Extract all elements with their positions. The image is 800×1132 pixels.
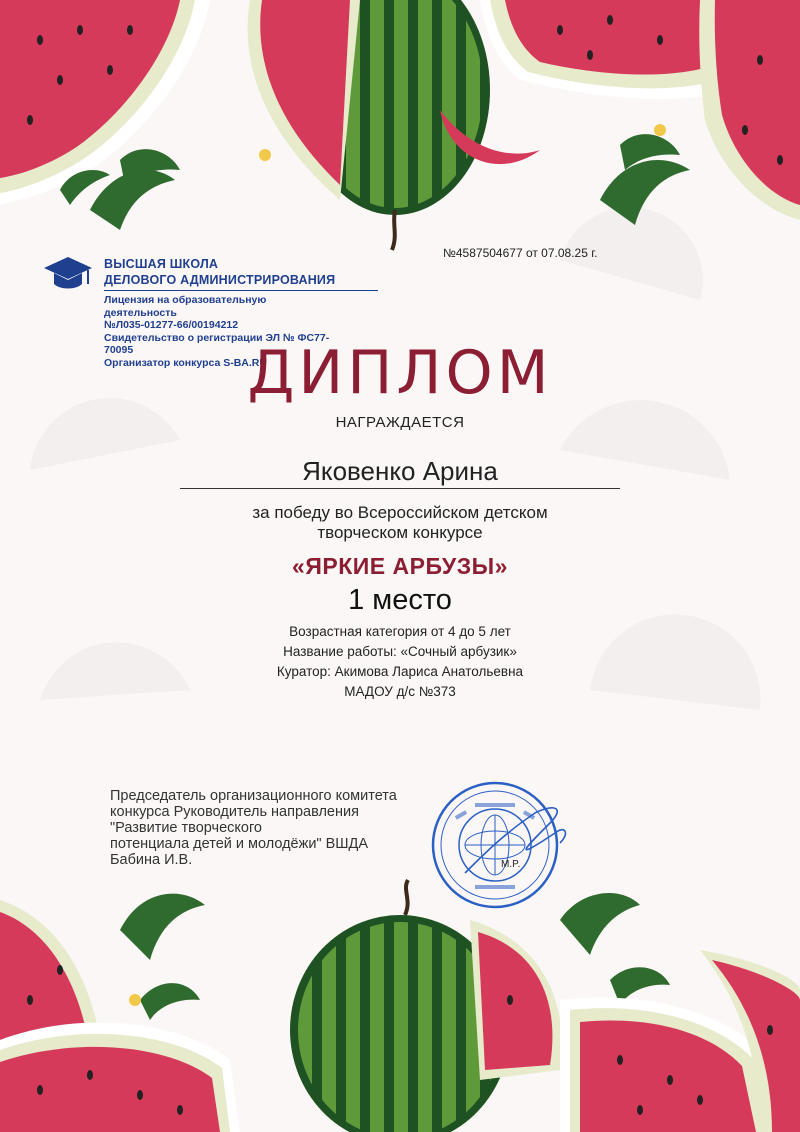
award-reason-line2: творческом конкурсе — [317, 523, 483, 542]
recipient-underline — [180, 488, 620, 489]
contest-name: «ЯРКИЕ АРБУЗЫ» — [292, 553, 508, 579]
recipient-name: Яковенко Арина — [302, 456, 498, 486]
signer-line4: потенциала детей и молодёжи" ВШДА — [110, 836, 369, 852]
place-label: 1 место — [348, 584, 452, 616]
registration-line: Свидетельство о регистрации ЭЛ № ФС77-70095 — [104, 331, 330, 356]
signer-line1: Председатель организационного комитета — [110, 788, 397, 804]
curator: Куратор: Акимова Лариса Анатольевна — [276, 664, 524, 679]
institution: МАДОУ д/с №373 — [344, 684, 456, 699]
signer-line2: конкурса Руководитель направления — [110, 804, 359, 820]
award-reason-line1: за победу во Всероссийском детском — [252, 503, 548, 522]
signer-line3: "Развитие творческого — [110, 820, 262, 836]
document-number: №4587504677 от 07.08.25 г. — [443, 246, 598, 260]
organization-name-line1: ВЫСШАЯ ШКОЛА — [104, 257, 219, 271]
signer-block — [110, 788, 460, 868]
signer-line5: Бабина И.В. — [110, 852, 193, 868]
organization-divider — [104, 290, 378, 291]
license-line2: №Л035-01277-66/00194212 — [104, 319, 239, 331]
organization-name-line2: ДЕЛОВОГО АДМИНИСТРИРОВАНИЯ — [104, 273, 336, 287]
stamp-mp-text: M.P. — [501, 859, 521, 870]
license-line1: Лицензия на образовательную деятельность — [104, 294, 267, 319]
awarded-label: НАГРАЖДАЕТСЯ — [335, 414, 465, 431]
diploma-title: ДИПЛОМ — [247, 338, 553, 408]
official-stamp — [415, 773, 575, 913]
age-category: Возрастная категория от 4 до 5 лет — [289, 624, 511, 639]
organizer-line: Организатор конкурса S-BA.RU — [104, 356, 267, 369]
work-title: Название работы: «Сочный арбузик» — [283, 644, 517, 659]
details-block — [0, 622, 800, 702]
organization-name — [104, 256, 335, 288]
award-reason — [160, 503, 640, 543]
graduation-cap-icon — [42, 254, 94, 296]
